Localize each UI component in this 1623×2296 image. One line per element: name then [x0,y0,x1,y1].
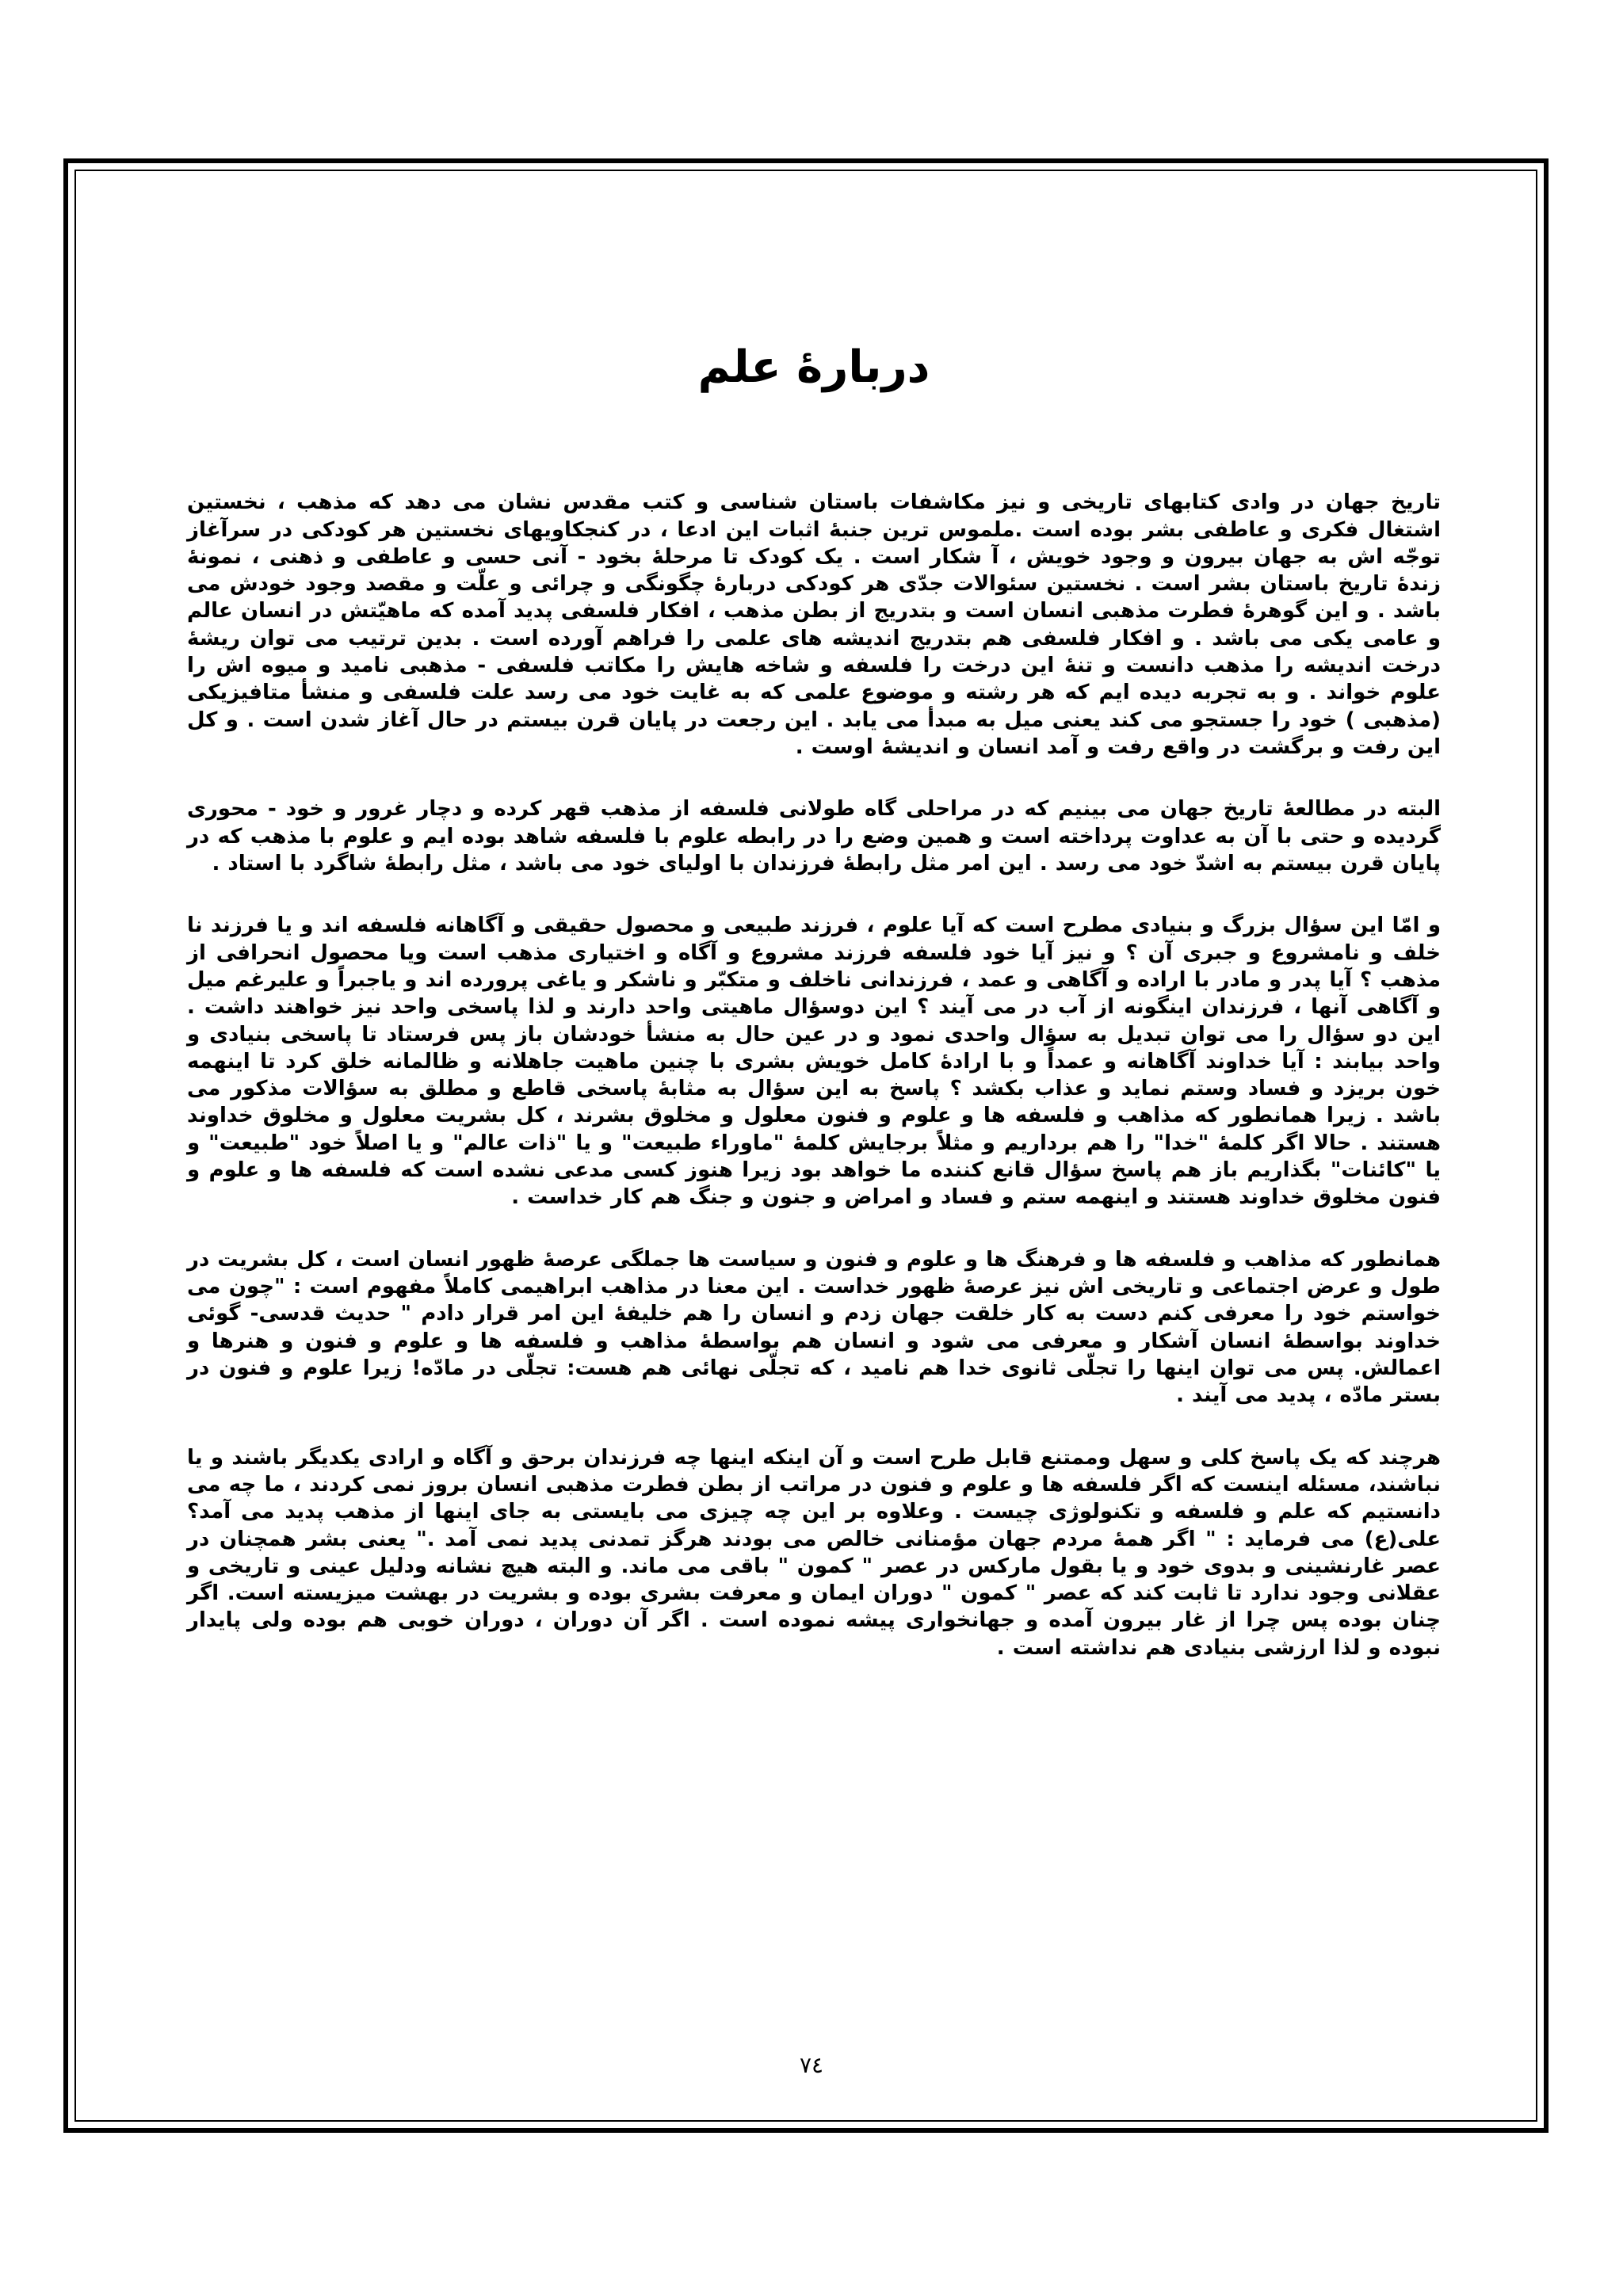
page-content [187,341,1441,1696]
page-title: دربارۀ علم [697,341,930,393]
paragraph: و امّا این سؤال بزرگ و بنیادی مطرح است که آیا علوم ، فرزند طبیعی و محصول حقیقی و آگاهانه فلسفه اند و یا فرزند نا خلف و نامشروع و جبری آن ؟ و نیز آیا خود فلسفه فرزند مشروع و آگاه و اختیاری مذهب است ویا محصول انحرافی از مذهب ؟ آیا پدر و مادر با اراده و آگاهی و عمد ، فرزندانی ناخلف و متکبّر و ناشکر و یاغی پرورده اند و یاجبراً و علیرغم میل و آگاهی آنها ، فرزندان اینگونه از آب در می آیند ؟ این دوسؤال ماهیتی واحد دارند و لذا پاسخی واحد نیز خواهند داشت . این دو سؤال را می توان تبدیل به سؤال واحدی نمود و در عین حال به منشأ خودشان باز پس فرستاد تا پاسخی بنیادی و واحد بیابند : آیا خداوند آگاهانه و عمداً و با ارادۀ کامل خویش بشری با چنین ماهیت جاهلانه و ظالمانه خلق کرد تا اینهمه خون بریزد و فساد وستم نماید و عذاب بکشد ؟ پاسخ به این سؤال به مثابۀ پاسخی قاطع و مطلق به سؤالات مذکور می باشد . زیرا همانطور که مذاهب و فلسفه ها و علوم و فنون معلول و مخلوق بشرند ، کل بشریت معلول و مخلوق خداوند هستند . حالا اگر کلمۀ "خدا" را هم برداریم و مثلاً برجایش کلمۀ "ماوراء طبیعت" و یا "ذات عالم" و یا اصلاً خود "طبیعت" و یا "کائنات" بگذاریم باز هم پاسخ سؤال قانع کننده ما خواهد بود زیرا هنوز کسی مدعی نشده است که فلسفه ها و علوم و فنون مخلوق خداوند هستند و اینهمه ستم و فساد و امراض و جنون و جنگ هم کار خداست . [187,913,1441,1210]
paragraph: البته در مطالعۀ تاریخ جهان می بینیم که در مراحلی گاه طولانی فلسفه از مذهب قهر کرده و دچار غرور و خود - محوری گردیده و حتی با آن به عداوت پرداخته است و همین وضع را در رابطه علوم با فلسفه شاهد بوده ایم و علوم با مذهب که در پایان قرن بیستم به اشدّ خود می رسد . این امر مثل رابطۀ فرزندان با اولیای خود می باشد ، مثل رابطۀ شاگرد با استاد . [187,797,1441,875]
paragraph-list [187,489,1441,1661]
paragraph: همانطور که مذاهب و فلسفه ها و فرهنگ ها و علوم و فنون و سیاست ها جملگی عرصۀ ظهور انسان است ، کل بشریت در طول و عرض اجتماعی و تاریخی اش نیز عرصۀ ظهور خداست . این معنا در مذاهب ابراهیمی کاملاً مفهوم است : "چون می خواستم خود را معرفی کنم دست به کار خلقت جهان زدم و انسان را هم خلیفۀ این امر قرار دادم " حدیث قدسی- گوئی خداوند بواسطۀ انسان آشکار و معرفی می شود و انسان هم بواسطۀ مذاهب و فلسفه ها و علوم و فنون و هنرها و اعمالش. پس می توان اینها را تجلّی ثانوی خدا هم نامید ، که تجلّی نهائی هم هست: تجلّی در مادّه! زیرا علوم و فنون در بستر مادّه ، پدید می آیند . [187,1247,1441,1408]
paragraph: تاریخ جهان در وادی کتابهای تاریخی و نیز مکاشفات باستان شناسی و کتب مقدس نشان می دهد که مذهب ، نخستین اشتغال فکری و عاطفی بشر بوده است .ملموس ترین جنبۀ اثبات این ادعا ، در کنجکاویهای نخستین هر کودکی در سرآغاز توجّه اش به جهان بیرون و وجود خویش ، آ شکار است . یک کودک تا مرحلۀ بخود - آنی حسی و عاطفی و ذهنی ، نمونۀ زندۀ تاریخ باستان بشر است . نخستین سئوالات جدّی هر کودکی دربارۀ چگونگی و چرائی و علّت و مقصد وجود خودش می باشد . و این گوهرۀ فطرت مذهبی انسان است و بتدریج از بطن مذهب ، افکار فلسفی پدید آمده که ماهیّتش در انسان عالم و عامی یکی می باشد . و افکار فلسفی هم بتدریج اندیشه های علمی را فراهم آورده است . بدین ترتیب می توان ریشۀ درخت اندیشه را مذهب دانست و تنۀ این درخت را فلسفه و شاخه هایش را مکاتب فلسفی - مذهبی نامید و میوه اش را علوم خواند . و به تجربه دیده ایم که هر رشته و موضوع علمی که به غایت خود می رسد علت فلسفی و منشأ متافیزیکی (مذهبی ) خود را جستجو می کند یعنی میل به مبدأ می یابد . این رجعت در پایان قرن بیستم در حال آغاز شدن است . و کل این رفت و برگشت در واقع رفت و آمد انسان و اندیشۀ اوست . [187,490,1441,759]
paragraph: هرچند که یک پاسخ کلی و سهل وممتنع قابل طرح است و آن اینکه اینها چه فرزندان برحق و آگاه و ارادی یکدیگر باشند و یا نباشند، مسئله اینست که اگر فلسفه ها و علوم و فنون در مراتب از بطن فطرت مذهبی انسان بروز نمی کردند ، ما چه می دانستیم که علم و فلسفه و تکنولوژی چیست . وعلاوه بر این چه چیزی می بایستی به جای اینها از مذهب پدید می آمد؟ علی(ع) می فرماید : " اگر همۀ مردم جهان مؤمنانی خالص می بودند هرگز تمدنی پدید نمی آمد ." یعنی بشر همچنان در عصر غارنشینی و بدوی خود و یا بقول مارکس در عصر " کمون " باقی می ماند. و البته هیچ نشانه ودلیل عینی و تاریخی و عقلانی وجود ندارد تا ثابت کند که عصر " کمون " دوران ایمان و معرفت بشری بوده و بشریت در بهشت میزیسته است. اگر چنان بوده پس چرا از غار بیرون آمده و جهانخواری پیشه نموده است . اگر آن دوران ، دوران خوبی هم بوده ولی پایدار نبوده و لذا ارزشی بنیادی هم نداشته است . [187,1445,1441,1660]
page-number: ۷٤ [799,2052,824,2078]
